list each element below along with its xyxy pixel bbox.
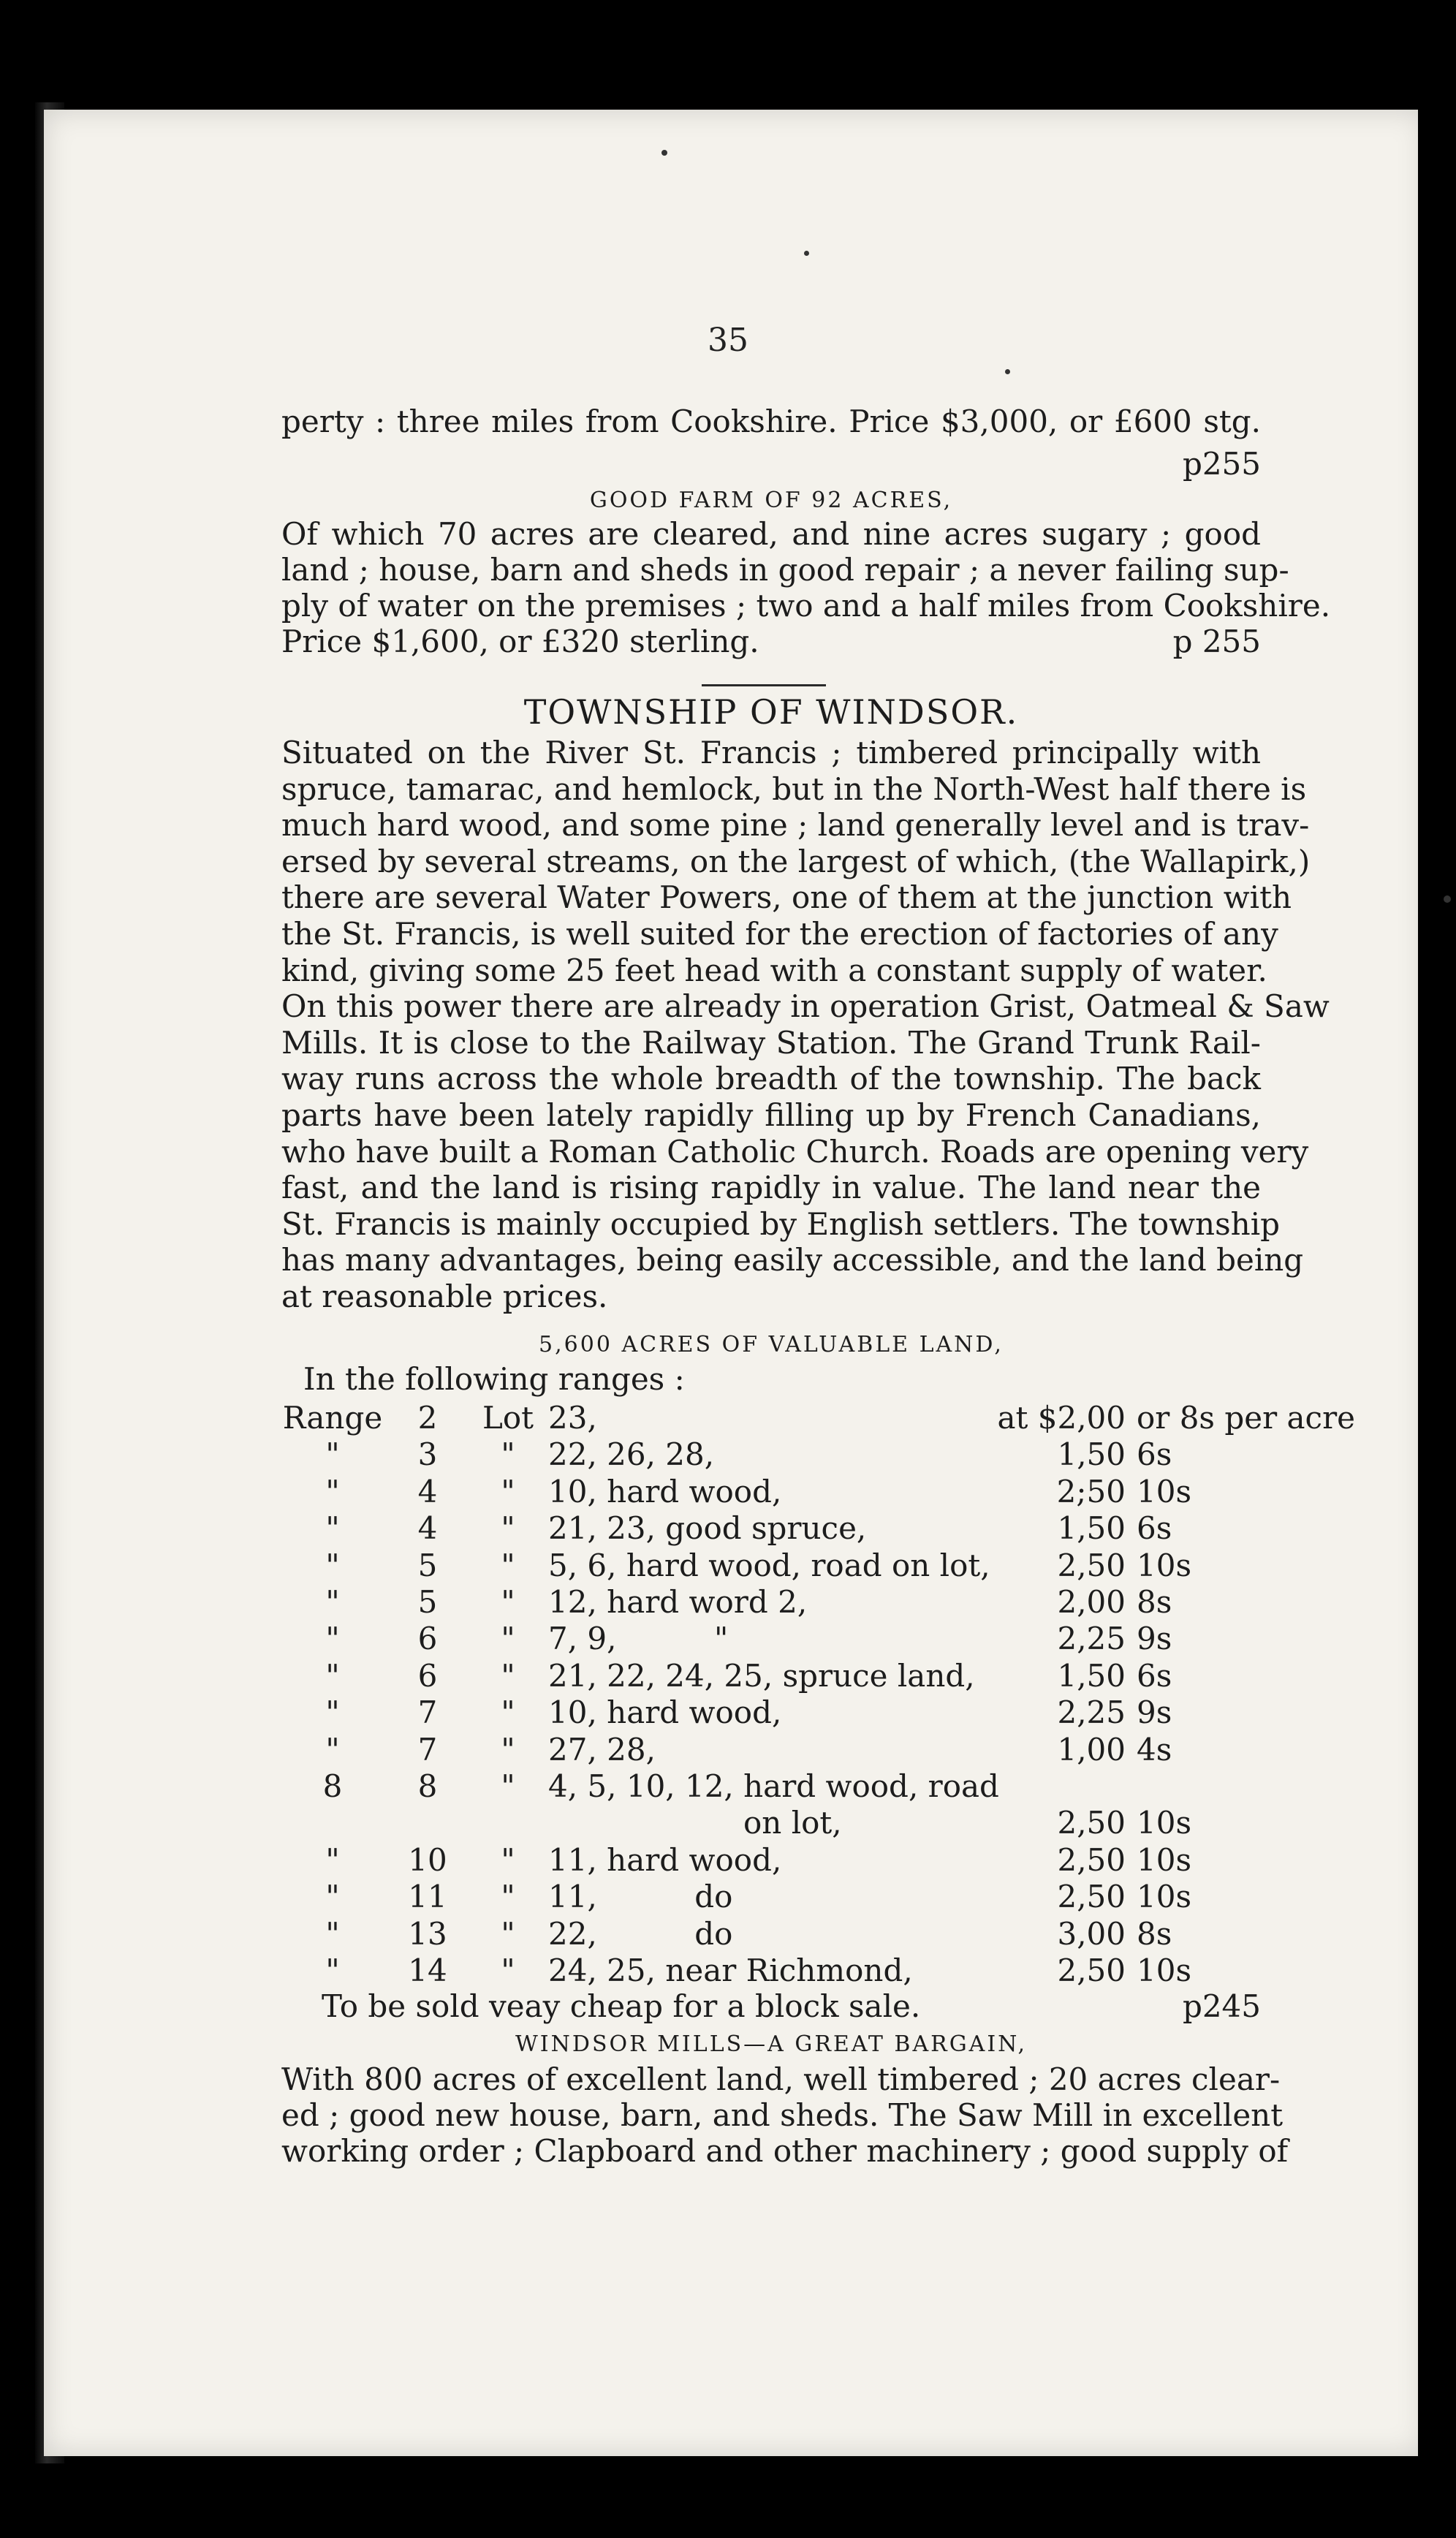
text-line: the St. Francis, is well suited for the erection of factories of any	[281, 916, 1278, 952]
table-cell-lot: "	[501, 1879, 515, 1915]
table-cell-range: Range	[282, 1400, 383, 1436]
table-cell-price: 1,50	[1057, 1510, 1126, 1547]
table-cell-num: 14	[408, 1952, 447, 1988]
page-reference: p245	[1182, 1988, 1261, 2024]
table-cell-num: 6	[417, 1621, 438, 1657]
table-cell-desc: 22, do	[548, 1915, 733, 1952]
table-row	[278, 1916, 1272, 1952]
table-cell-num: 13	[408, 1915, 447, 1952]
table-cell-range: 8	[322, 1768, 343, 1804]
table-row	[278, 1952, 1272, 1988]
table-cell-lot: "	[501, 1510, 515, 1547]
section-heading: GOOD FARM OF 92 ACRES,	[589, 488, 953, 513]
table-cell-stg: 8s	[1137, 1584, 1172, 1620]
table-cell-stg: 4s	[1137, 1731, 1172, 1768]
table-cell-stg: 6s	[1137, 1436, 1172, 1473]
text-line: much hard wood, and some pine ; land generally level and is trav-	[281, 807, 1310, 844]
text-line: working order ; Clapboard and other machinery ; good supply of	[281, 2133, 1289, 2169]
table-cell-desc: 21, 22, 24, 25, spruce land,	[548, 1657, 975, 1694]
table-cell-price: 2,00	[1057, 1584, 1126, 1620]
table-cell-price: 1,50	[1057, 1436, 1126, 1473]
table-row	[278, 1879, 1272, 1914]
table-row	[278, 1768, 1272, 1804]
table-row	[278, 1805, 1272, 1841]
table-cell-lot: "	[501, 1584, 515, 1620]
table-cell-desc: 7, 9, "	[548, 1621, 729, 1657]
table-cell-price: 1,00	[1057, 1731, 1126, 1768]
table-cell-range: "	[325, 1879, 340, 1915]
table-row	[278, 1548, 1272, 1583]
text-line: spruce, tamarac, and hemlock, but in the North-West half there is	[281, 770, 1307, 807]
table-cell-stg: 10s	[1137, 1952, 1191, 1988]
text-line: ersed by several streams, on the largest of which, (the Wallapirk,)	[281, 843, 1311, 879]
table-cell-stg: 6s	[1137, 1510, 1172, 1547]
table-cell-range: "	[325, 1952, 340, 1988]
table-cell-range: "	[325, 1621, 340, 1657]
table-cell-stg: 9s	[1137, 1694, 1172, 1731]
table-cell-lot: "	[501, 1915, 515, 1952]
ink-speck	[661, 150, 667, 156]
table-row	[278, 1694, 1272, 1730]
section-heading: TOWNSHIP OF WINDSOR.	[523, 692, 1019, 732]
table-cell-price: 1,50	[1057, 1657, 1126, 1694]
table-cell-desc: 12, hard word 2,	[548, 1584, 808, 1620]
text-line: St. Francis is mainly occupied by English settlers. The township	[281, 1205, 1281, 1242]
table-cell-lot: "	[501, 1473, 515, 1509]
table-cell-lot: "	[501, 1621, 515, 1657]
table-cell-num: 2	[417, 1400, 438, 1436]
table-cell-stg: 10s	[1137, 1841, 1191, 1878]
table-cell-range: "	[325, 1694, 340, 1731]
table-cell-num: 4	[417, 1510, 438, 1547]
section-heading: WINDSOR MILLS—A GREAT BARGAIN,	[515, 2031, 1028, 2057]
table-cell-desc: 21, 23, good spruce,	[548, 1510, 867, 1547]
table-cell-range: "	[325, 1915, 340, 1952]
text-line: Of which 70 acres are cleared, and nine acres sugary ; good	[281, 516, 1261, 552]
table-cell-stg: 10s	[1137, 1879, 1191, 1915]
text-line: ed ; good new house, barn, and sheds. The Saw Mill in excellent	[281, 2097, 1284, 2133]
text-line: kind, giving some 25 feet head with a constant supply of water.	[281, 952, 1267, 988]
text-line: To be sold veay cheap for a block sale.	[322, 1988, 921, 2024]
table-cell-price: 2,25	[1057, 1694, 1126, 1731]
table-row	[278, 1621, 1272, 1656]
table-row	[278, 1584, 1272, 1620]
table-cell-num: 6	[417, 1657, 438, 1694]
table-cell-desc: 10, hard wood,	[548, 1694, 782, 1731]
text-line: has many advantages, being easily accessible, and the land being	[281, 1242, 1304, 1279]
table-row	[278, 1510, 1272, 1546]
table-cell-range: "	[325, 1657, 340, 1694]
page-reference: p255	[1182, 446, 1261, 482]
table-cell-range: "	[325, 1473, 340, 1509]
section-divider	[702, 684, 826, 686]
table-cell-stg: 10s	[1137, 1805, 1191, 1841]
table-cell-range: "	[325, 1584, 340, 1620]
table-cell-num: 3	[417, 1436, 438, 1473]
table-row	[278, 1658, 1272, 1694]
text-line: Situated on the River St. Francis ; timbered principally with	[281, 735, 1261, 770]
table-cell-stg: 10s	[1137, 1473, 1191, 1509]
text-line: land ; house, barn and sheds in good repair ; a never failing sup-	[281, 552, 1289, 588]
table-cell-desc: 11, do	[548, 1879, 733, 1915]
table-cell-price: 2,50	[1057, 1805, 1126, 1841]
table-cell-price: 2,25	[1057, 1621, 1126, 1657]
table-cell-stg: 8s	[1137, 1915, 1172, 1952]
table-cell-desc: 10, hard wood,	[548, 1473, 782, 1509]
table-cell-num: 4	[417, 1473, 438, 1509]
table-row	[278, 1732, 1272, 1768]
table-cell-num: 7	[417, 1731, 438, 1768]
text-line: parts have been lately rapidly filling up by French Canadians,	[281, 1097, 1261, 1133]
table-cell-desc: 23,	[548, 1400, 597, 1436]
table-cell-stg: 10s	[1137, 1547, 1191, 1583]
table-cell-num: 7	[417, 1694, 438, 1731]
text-line: ply of water on the premises ; two and a half miles from Cookshire.	[281, 588, 1331, 624]
table-cell-price: at $2,00	[997, 1400, 1126, 1436]
text-line: On this power there are already in operation Grist, Oatmeal & Saw	[281, 988, 1330, 1025]
text-line: fast, and the land is rising rapidly in value. The land near the	[281, 1170, 1261, 1206]
table-cell-lot: Lot	[482, 1400, 534, 1436]
table-cell-range: "	[325, 1547, 340, 1583]
text-line: who have built a Roman Catholic Church. Roads are opening very	[281, 1133, 1309, 1170]
table-cell-range: "	[325, 1731, 340, 1768]
text-line: In the following ranges :	[303, 1361, 685, 1397]
page-reference: p 255	[1172, 624, 1261, 659]
page-number: 35	[708, 322, 748, 359]
table-row	[278, 1842, 1272, 1878]
table-cell-price: 2,50	[1057, 1879, 1126, 1915]
table-cell-lot: "	[501, 1436, 515, 1473]
table-cell-num: 11	[408, 1879, 447, 1915]
table-cell-num: 5	[417, 1584, 438, 1620]
text-line: there are several Water Powers, one of them at the junction with	[281, 879, 1292, 916]
table-cell-price: 3,00	[1057, 1915, 1126, 1952]
table-cell-lot: "	[501, 1657, 515, 1694]
table-cell-lot: "	[501, 1952, 515, 1988]
text-line: Mills. It is close to the Railway Station. The Grand Trunk Rail-	[281, 1024, 1261, 1061]
section-heading: 5,600 ACRES OF VALUABLE LAND,	[539, 1332, 1004, 1357]
table-cell-num: 10	[408, 1841, 447, 1878]
ink-speck	[1444, 895, 1451, 903]
table-cell-price: 2,50	[1057, 1547, 1126, 1583]
text-line: With 800 acres of excellent land, well timbered ; 20 acres clear-	[281, 2061, 1281, 2097]
table-row	[278, 1400, 1356, 1436]
table-cell-num: 5	[417, 1547, 438, 1583]
table-cell-range: "	[325, 1510, 340, 1547]
table-cell-price: 2,50	[1057, 1841, 1126, 1878]
text-line: Price $1,600, or £320 sterling.	[281, 624, 759, 659]
table-row	[278, 1474, 1272, 1509]
table-cell-desc: 24, 25, near Richmond,	[548, 1952, 913, 1988]
text-line: at reasonable prices.	[281, 1279, 608, 1314]
table-cell-stg: 9s	[1137, 1621, 1172, 1657]
table-cell-range: "	[325, 1841, 340, 1878]
table-cell-desc: 5, 6, hard wood, road on lot,	[548, 1547, 990, 1583]
table-cell-desc: 4, 5, 10, 12, hard wood, road	[548, 1768, 999, 1804]
page-edge	[1418, 110, 1456, 2456]
ink-speck	[1005, 369, 1010, 374]
table-cell-lot: "	[501, 1768, 515, 1804]
table-cell-lot: "	[501, 1694, 515, 1731]
table-cell-desc: 27, 28,	[548, 1731, 656, 1768]
ink-speck	[804, 251, 809, 256]
table-cell-lot: "	[501, 1841, 515, 1878]
table-cell-stg: 6s	[1137, 1657, 1172, 1694]
table-cell-desc: 22, 26, 28,	[548, 1436, 715, 1473]
table-cell-price: 2;50	[1056, 1473, 1126, 1509]
table-cell-price: 2,50	[1057, 1952, 1126, 1988]
table-cell-range: "	[325, 1436, 340, 1473]
text-line: way runs across the whole breadth of the township. The back	[281, 1061, 1261, 1097]
table-cell-lot: "	[501, 1731, 515, 1768]
table-cell-desc: on lot,	[548, 1805, 842, 1841]
table-row	[278, 1436, 1272, 1472]
table-cell-desc: 11, hard wood,	[548, 1841, 782, 1878]
table-cell-num: 8	[417, 1768, 438, 1804]
table-cell-lot: "	[501, 1547, 515, 1583]
table-cell-stg: or 8s per acre	[1137, 1400, 1356, 1436]
text-line: perty : three miles from Cookshire. Price $3,000, or £600 stg.	[281, 404, 1261, 439]
